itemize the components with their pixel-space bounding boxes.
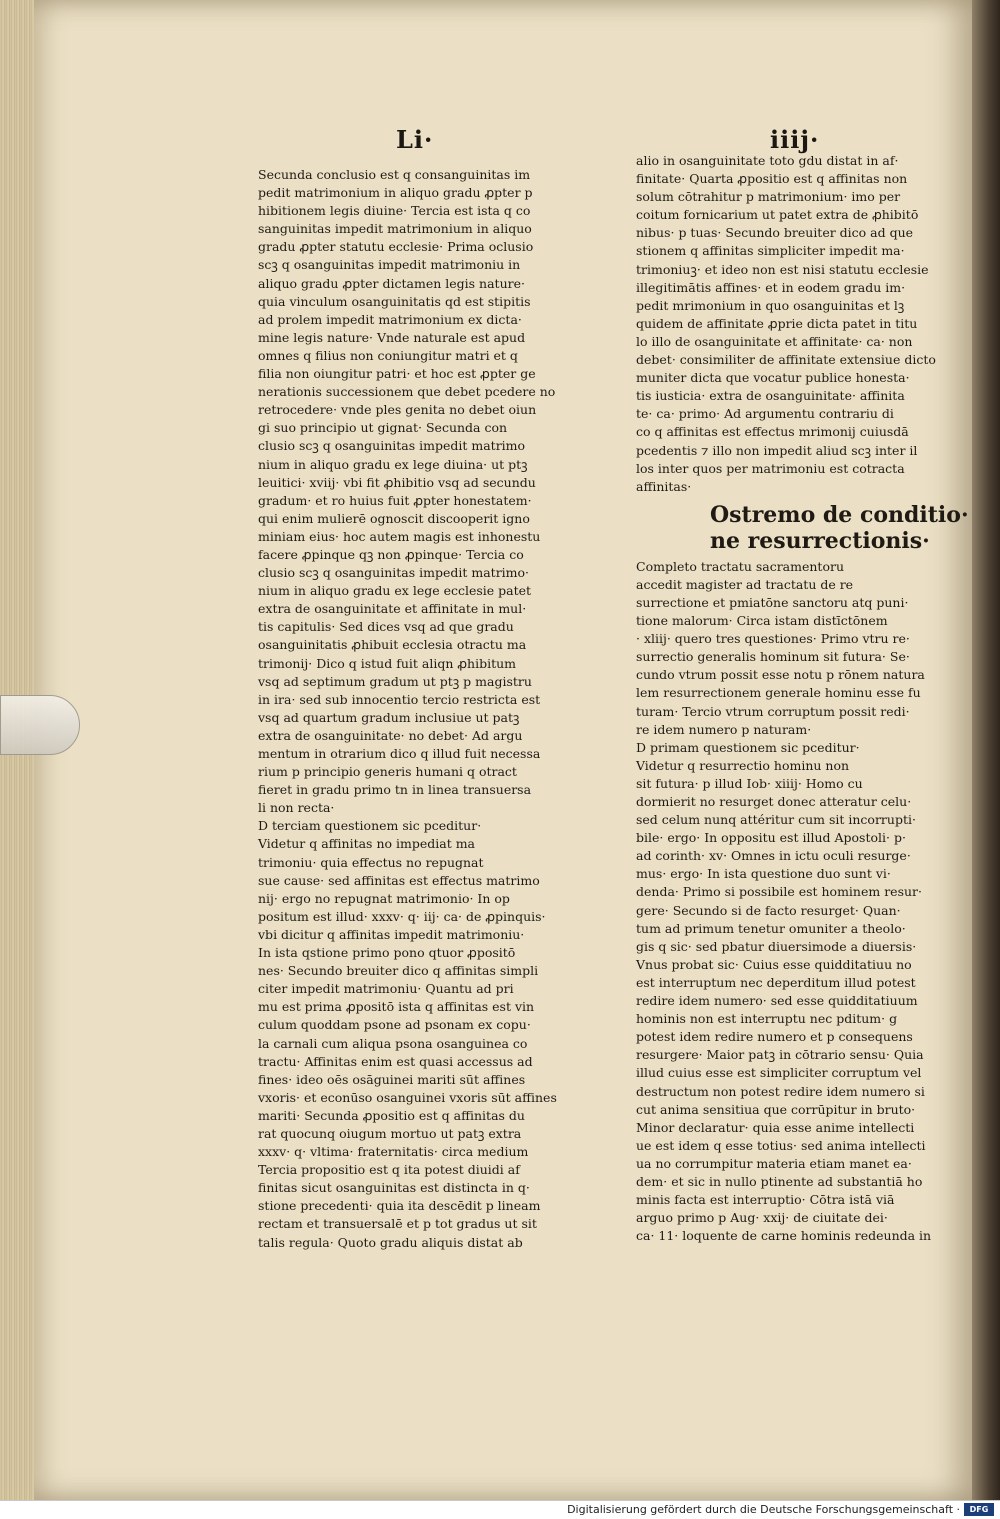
text-line: ad corinth· xv· Omnes in ictu oculi resurge·: [636, 848, 911, 864]
text-line: mentum in otrarium dico q illud fuit necessa: [258, 746, 541, 761]
text-line: destructum non potest redire idem numero si: [636, 1083, 925, 1099]
text-line: gi suo principio ut gignat· Secunda con: [258, 420, 508, 436]
text-line: facere ꝓpinque qꝫ non ꝓpinque· Tercia co: [258, 546, 524, 562]
text-line: trimonij· Dico q istud fuit aliqn ꝓhibitum: [258, 655, 517, 671]
text-line: Tercia propositio est q ita potest diuidi af: [258, 1162, 520, 1178]
section-heading: [710, 501, 969, 554]
text-line: D primam questionem sic pceditur·: [636, 739, 860, 755]
text-line: surrectio generalis hominum sit futura· Se·: [636, 649, 910, 665]
text-line: stione precedenti· quia ita descēdit p lineam: [258, 1198, 541, 1214]
text-line: lo illo de osanguinitate et affinitate· ca· non: [636, 333, 913, 349]
text-line: ue est idem q esse totius· sed anima intellecti: [636, 1137, 926, 1153]
text-line: scꝫ q osanguinitas impedit matrimoniu in: [258, 257, 521, 273]
book-gutter-edge: [972, 0, 1000, 1500]
text-line: clusio scꝫ q osanguinitas impedit matrimo: [258, 438, 526, 454]
text-line: nibus· p tuas· Secundo breuiter dico ad que: [636, 225, 914, 241]
text-line: trimoniuꝫ· et ideo non est nisi statutu ecclesie: [636, 261, 929, 277]
text-line: filia non oiungitur patri· et hoc est ꝓpter ge: [258, 366, 536, 382]
text-line: D terciam questionem sic pceditur·: [258, 818, 482, 834]
text-line: xxxv· q· vltima· fraternitatis· circa medium: [258, 1144, 529, 1160]
folio-right: iiij·: [770, 125, 820, 154]
text-line: vxoris· et econūso osanguinei vxoris sūt affines: [258, 1089, 557, 1105]
text-line: solum cōtrahitur p matrimonium· imo per: [636, 189, 901, 205]
text-line: gis q sic· sed pbatur diuersimode a diuersis·: [636, 938, 917, 954]
text-column-left: [258, 166, 576, 1252]
text-line: bile· ergo· In oppositu est illud Apostoli· p·: [636, 830, 906, 846]
text-line: tractu· Affinitas enim est quasi accessus ad: [258, 1053, 533, 1069]
text-block-top: [636, 152, 936, 496]
text-line: Videtur q resurrectio hominu non: [636, 757, 850, 773]
text-line: vsq ad quartum gradum inclusiue ut patꝫ: [258, 709, 520, 725]
text-line: stionem q affinitas simpliciter impedit ma·: [636, 243, 905, 259]
text-line: Secunda conclusio est q consanguinitas im: [258, 167, 531, 182]
text-line: rectam et transuersalē et p tot gradus ut sit: [258, 1216, 537, 1232]
text-line: omnes q filius non coniungitur matri et q: [258, 347, 518, 363]
text-line: trimoniu· quia effectus no repugnat: [258, 854, 484, 870]
text-line: illud cuius esse est simpliciter corruptum vel: [636, 1065, 922, 1081]
text-line: Vnus probat sic· Cuius esse quidditatiuu no: [636, 956, 912, 972]
text-line: hibitionem legis diuine· Tercia est ista q co: [258, 203, 531, 219]
text-line: Minor declaratur· quia esse anime intellecti: [636, 1119, 915, 1135]
text-line: qui enim mulierē ognoscit discooperit igno: [258, 510, 530, 526]
text-line: surrectione et pmiatōne sanctoru atq puni·: [636, 594, 909, 610]
text-line: nerationis successionem que debet pcedere no: [258, 384, 556, 400]
text-line: re idem numero p naturam·: [636, 721, 812, 737]
text-line: sue cause· sed affinitas est effectus matrimo: [258, 872, 540, 888]
folio-left: Li·: [396, 125, 434, 154]
text-line: aliquo gradu ꝓpter dictamen legis nature·: [258, 275, 525, 291]
text-line: retrocedere· vnde ples genita no debet oiun: [258, 402, 537, 418]
text-line: ca· 11· loquente de carne hominis redeunda in: [636, 1228, 932, 1244]
text-line: sit futura· p illud Iob· xiiij· Homo cu: [636, 775, 863, 791]
text-line: fieret in gradu primo tn in linea transuersa: [258, 782, 532, 798]
text-line: pcedentis ⁊ illo non impedit aliud scꝫ inter il: [636, 442, 918, 458]
text-column-right: [636, 152, 969, 1245]
text-block-bottom: [636, 558, 936, 1246]
text-line: denda· Primo si possibile est hominem resur·: [636, 884, 922, 900]
text-line: Completo tractatu sacramentoru: [636, 558, 845, 574]
text-line: redire idem numero· sed esse quidditatiuum: [636, 993, 918, 1009]
text-line: cundo vtrum possit esse notu p rōnem natura: [636, 667, 925, 683]
text-line: Ostremo de conditio·: [710, 501, 969, 528]
text-line: mus· ergo· In ista questione duo sunt vi·: [636, 866, 891, 882]
text-line: tum ad primum tenetur omuniter a theolo·: [636, 920, 906, 936]
text-line: potest idem redire numero et p consequens: [636, 1029, 913, 1045]
text-line: nium in aliquo gradu ex lege ecclesie patet: [258, 583, 532, 599]
text-line: muniter dicta que vocatur publice honesta·: [636, 370, 910, 386]
text-line: quia vinculum osanguinitatis qd est stipitis: [258, 293, 531, 309]
text-line: debet· consimiliter de affinitate extensiue dicto: [636, 352, 936, 368]
text-line: rium p principio generis humani q otract: [258, 764, 517, 780]
text-line: li non recta·: [258, 800, 335, 816]
footer-bar: [0, 1500, 1000, 1519]
text-line: accedit magister ad tractatu de re: [636, 576, 854, 592]
text-line: quidem de affinitate ꝓprie dicta patet in titu: [636, 315, 918, 331]
text-line: pedit matrimonium in aliquo gradu ꝓpter p: [258, 185, 533, 201]
text-line: ad prolem impedit matrimonium ex dicta·: [258, 311, 522, 327]
text-line: la carnali cum aliqua psona osanguinea co: [258, 1035, 528, 1051]
text-line: mariti· Secunda ꝓpositio est q affinitas du: [258, 1107, 525, 1123]
dfg-logo: DFG: [964, 1503, 994, 1516]
text-line: finitas sicut osanguinitas est distincta in q·: [258, 1180, 530, 1196]
text-line: in ira· sed sub innocentio tercio restricta est: [258, 691, 541, 707]
text-line: arguo primo p Aug· xxij· de ciuitate dei·: [636, 1210, 888, 1226]
text-line: finitate· Quarta ꝓpositio est q affinitas non: [636, 171, 908, 187]
bookmark-strip: [0, 695, 80, 755]
text-line: tis capitulis· Sed dices vsq ad que gradu: [258, 619, 514, 635]
text-line: nij· ergo no repugnat matrimonio· In op: [258, 890, 510, 906]
text-line: ua no corrumpitur materia etiam manet ea·: [636, 1155, 912, 1171]
text-line: mu est prima ꝓpositō ista q affinitas est vin: [258, 999, 535, 1015]
text-line: dormierit no resurget donec atteratur celu·: [636, 794, 912, 809]
text-line: alio in osanguinitate toto gdu distat in af·: [636, 153, 899, 168]
text-line: In ista qstione primo pono qtuor ꝓpositō: [258, 945, 516, 961]
text-line: gere· Secundo si de facto resurget· Quan·: [636, 902, 901, 918]
text-line: pedit mrimonium in quo osanguinitas et lꝫ: [636, 297, 905, 313]
text-line: coitum fornicarium ut patet extra de ꝓhibitō: [636, 207, 919, 223]
text-line: nium in aliquo gradu ex lege diuina· ut ptꝫ: [258, 456, 528, 472]
text-line: lem resurrectionem generale hominu esse fu: [636, 685, 921, 701]
text-line: Videtur q affinitas no impediat ma: [258, 836, 475, 852]
text-line: gradum· et ro huius fuit ꝓpter honestatem·: [258, 492, 532, 508]
text-line: resurgere· Maior patꝫ in cōtrario sensu· Quia: [636, 1047, 924, 1063]
text-line: miniam eius· hoc autem magis est inhonestu: [258, 528, 541, 544]
text-line: dem· et sic in nullo ptinente ad substantiā ho: [636, 1173, 923, 1189]
text-line: citer impedit matrimoniu· Quantu ad pri: [258, 981, 514, 997]
text-line: hominis non est interruptu nec pditum· g: [636, 1011, 898, 1027]
text-line: osanguinitatis ꝓhibuit ecclesia otractu ma: [258, 637, 527, 653]
text-line: gradu ꝓpter statutu ecclesie· Prima oclusio: [258, 239, 534, 255]
text-line: vsq ad septimum gradum ut ptꝫ p magistru: [258, 673, 532, 689]
text-line: turam· Tercio vtrum corruptum possit redi·: [636, 703, 910, 719]
text-line: sanguinitas impedit matrimonium in aliquo: [258, 221, 532, 237]
funding-note: Digitalisierung gefördert durch die Deutsche Forschungsgemeinschaft ·: [567, 1503, 960, 1516]
text-line: ne resurrectionis·: [710, 527, 930, 554]
text-line: minis facta est interruptio· Cōtra istā viā: [636, 1192, 895, 1208]
text-line: rat quocunq oiugum mortuo ut patꝫ extra: [258, 1125, 522, 1141]
text-line: clusio scꝫ q osanguinitas impedit matrimo·: [258, 565, 530, 581]
text-line: te· ca· primo· Ad argumentu contrariu di: [636, 406, 894, 422]
text-line: extra de osanguinitate· no debet· Ad argu: [258, 727, 523, 743]
text-line: extra de osanguinitate et affinitate in mul·: [258, 601, 527, 617]
text-line: leuitici· xviij· vbi fit ꝓhibitio vsq ad secundu: [258, 474, 536, 490]
text-line: affinitas·: [636, 478, 692, 494]
text-line: vbi dicitur q affinitas impedit matrimoniu·: [258, 926, 525, 942]
text-line: mine legis nature· Vnde naturale est apud: [258, 329, 526, 345]
text-line: sed celum nunq attéritur cum sit incorrupti·: [636, 812, 916, 828]
text-line: fines· ideo oēs osāguinei mariti sūt affines: [258, 1071, 526, 1087]
text-line: positum est illud· xxxv· q· iij· ca· de ꝓpinquis·: [258, 908, 546, 924]
text-line: · xliij· quero tres questiones· Primo vtru re·: [636, 631, 910, 647]
text-line: co q affinitas est effectus mrimonij cuiusdā: [636, 424, 909, 440]
text-line: los inter quos per matrimoniu est cotracta: [636, 460, 905, 476]
text-line: talis regula· Quoto gradu aliquis distat ab: [258, 1234, 523, 1250]
text-line: nes· Secundo breuiter dico q affinitas simpli: [258, 963, 539, 979]
text-line: tis iusticia· extra de osanguinitate· affinita: [636, 388, 905, 404]
text-line: cut anima sensitiua que corrūpitur in bruto·: [636, 1101, 916, 1117]
text-line: illegitimātis affines· et in eodem gradu im·: [636, 279, 906, 295]
text-line: est interruptum nec deperditum illud potest: [636, 974, 916, 990]
text-line: tione malorum· Circa istam distīctōnem: [636, 613, 888, 629]
text-line: culum quoddam psone ad psonam ex copu·: [258, 1017, 531, 1033]
